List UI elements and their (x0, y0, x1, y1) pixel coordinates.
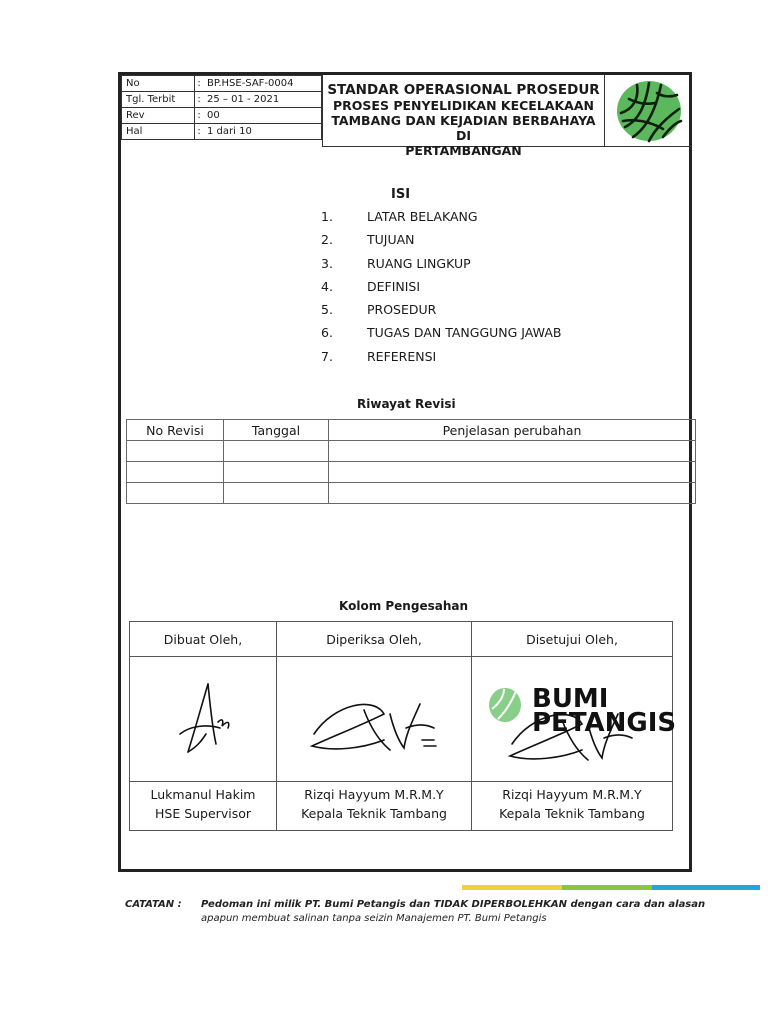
meta-colon: : (195, 124, 204, 140)
toc-number: 6. (321, 325, 333, 341)
table-row (127, 483, 696, 504)
toc-item (321, 279, 561, 302)
column-header: No Revisi (127, 420, 224, 441)
column-header: Penjelasan perubahan (329, 420, 696, 441)
signer-name-row (130, 782, 673, 807)
table-header-row (130, 622, 673, 657)
document-frame (118, 72, 692, 872)
meta-row (122, 124, 322, 140)
table-cell (127, 462, 224, 483)
table-cell (224, 483, 329, 504)
signature-row (130, 657, 673, 782)
column-header: Diperiksa Oleh, (277, 622, 472, 657)
toc-item (321, 256, 561, 279)
approval-table (129, 621, 677, 831)
signature-cell (277, 657, 472, 782)
toc-number: 4. (321, 278, 333, 294)
table-cell (127, 441, 224, 462)
meta-key: Rev (122, 108, 195, 124)
signature-icon (158, 674, 248, 764)
meta-row (122, 92, 322, 108)
toc-number: 1. (321, 209, 333, 224)
title-line: PROSES PENYELIDIKAN KECELAKAAN (333, 98, 594, 113)
toc-label: PROSEDUR (367, 302, 437, 318)
table-cell (329, 441, 696, 462)
meta-row (122, 76, 322, 92)
footer-stripe-blue (652, 885, 760, 890)
signature-cell (130, 657, 277, 782)
toc-label: RUANG LINGKUP (367, 255, 471, 271)
meta-colon: : (195, 92, 204, 108)
signer-position: Kepala Teknik Tambang (277, 806, 472, 831)
meta-key: Hal (122, 124, 195, 140)
signature-icon (294, 674, 454, 764)
toc-item (321, 209, 561, 232)
toc-number: 5. (321, 302, 333, 318)
toc-item (321, 325, 561, 348)
column-header: Dibuat Oleh, (130, 622, 277, 657)
toc-label: TUJUAN (367, 232, 415, 248)
column-header: Tanggal (224, 420, 329, 441)
table-of-contents (321, 209, 561, 372)
toc-number: 3. (321, 255, 333, 271)
table-row (127, 441, 696, 462)
toc-item (321, 302, 561, 325)
table-header-row (127, 420, 696, 441)
revision-table (126, 419, 696, 504)
table-cell (329, 483, 696, 504)
footer-note-line2: apapun membuat salinan tanpa seizin Manajemen PT. Bumi Petangis (201, 913, 547, 924)
signer-position: Kepala Teknik Tambang (472, 806, 673, 831)
toc-label: LATAR BELAKANG (367, 209, 478, 224)
table-row (127, 462, 696, 483)
meta-colon: : (195, 108, 204, 124)
signer-name: Rizqi Hayyum M.R.M.Y (472, 782, 673, 807)
toc-item (321, 349, 561, 372)
title-line: PERTAMBANGAN (405, 143, 522, 158)
meta-value: 1 dari 10 (203, 124, 322, 140)
stamp-line: BUMI (532, 684, 609, 714)
meta-key: No (122, 76, 195, 92)
table-cell (224, 462, 329, 483)
toc-number: 2. (321, 232, 333, 248)
footer-stripe-green (562, 885, 652, 890)
footer-text: Pedoman ini milik PT. Bumi Petangis dan TIDAK DIPERBOLEHKAN dengan cara dan alasan (201, 899, 706, 910)
company-logo (605, 75, 692, 147)
contents-heading: ISI (391, 187, 411, 202)
signer-position: HSE Supervisor (130, 806, 277, 831)
meta-key: Tgl. Terbit (122, 92, 195, 108)
toc-label: REFERENSI (367, 348, 437, 364)
table-cell (329, 462, 696, 483)
toc-item (321, 232, 561, 255)
toc-label: TUGAS DAN TANGGUNG JAWAB (367, 325, 562, 341)
toc-number: 7. (321, 348, 333, 364)
meta-value: 25 – 01 - 2021 (203, 92, 322, 108)
footer-stripe-yellow (462, 885, 562, 890)
title-line: TAMBANG DAN KEJADIAN BERBAHAYA DI (331, 113, 596, 143)
document-meta-table (121, 75, 322, 140)
signature-cell (472, 657, 677, 782)
stamp-line: PETANGIS (532, 708, 677, 738)
signer-position-row (130, 806, 673, 831)
signature-icon (492, 684, 652, 774)
meta-row (122, 108, 322, 124)
footer-note (125, 899, 705, 910)
signer-name: Lukmanul Hakim (130, 782, 277, 807)
footer-label: CATATAN : (125, 899, 182, 910)
meta-value: 00 (203, 108, 322, 124)
leaf-logo-icon (615, 79, 683, 143)
revision-heading: Riwayat Revisi (357, 397, 456, 411)
meta-value: BP.HSE-SAF-0004 (203, 76, 322, 92)
toc-label: DEFINISI (367, 278, 421, 294)
table-cell (224, 441, 329, 462)
meta-colon: : (195, 76, 204, 92)
document-title (322, 75, 605, 158)
column-header: Disetujui Oleh, (472, 622, 673, 657)
approval-heading: Kolom Pengesahan (339, 599, 468, 613)
signer-name: Rizqi Hayyum M.R.M.Y (277, 782, 472, 807)
title-line: STANDAR OPERASIONAL PROSEDUR (327, 82, 600, 98)
table-cell (127, 483, 224, 504)
